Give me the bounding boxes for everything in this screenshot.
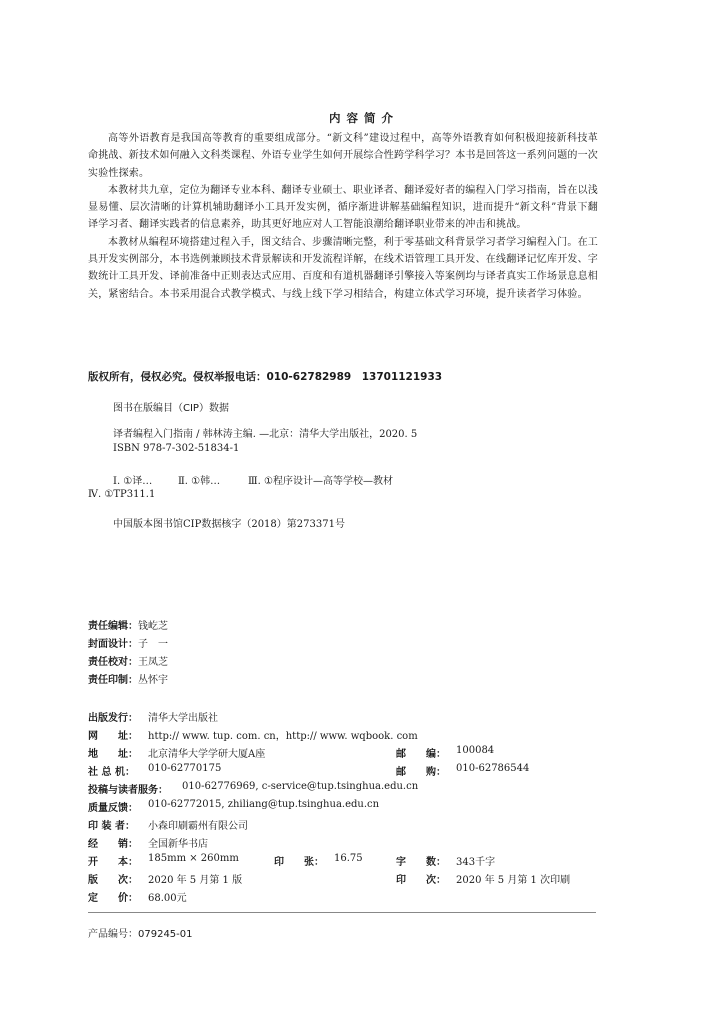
info-printing-label: 印 次： [396,875,446,886]
info-price-value: 68.00元 [148,893,187,904]
cip-class-1: Ⅰ. ①译… [113,476,153,487]
staff-cover-design-label: 封面设计： [88,639,138,650]
info-website-label: 网 址： [88,731,138,742]
info-words-value: 343千字 [456,857,496,868]
staff-print-supervisor-label: 责任印制： [88,675,138,686]
info-publisher-value: 清华大学出版社 [148,713,218,724]
info-mailorder-value: 010-62786544 [456,763,530,774]
product-code: 产品编号：079245-01 [88,929,193,940]
info-quality-feedback-value: 010-62772015, zhiliang@tup.tsinghua.edu.cn [148,799,380,810]
staff-cover-design-value: 子 一 [138,639,168,650]
cip-isbn: ISBN 978-7-302-51834-1 [113,443,240,454]
info-distributor [88,835,608,849]
info-publisher-label: 出版发行： [88,713,138,724]
info-switchboard-label: 社 总 机： [88,767,135,778]
info-postcode-label: 邮 编： [396,749,446,760]
info-printing-value: 2020 年 5 月第 1 次印刷 [456,875,571,886]
staff-editor [88,617,168,632]
info-price-label: 定 价： [88,893,138,904]
info-printer-value: 小森印刷霸州有限公司 [148,821,248,832]
info-switchboard [88,763,608,777]
info-edition-value: 2020 年 5 月第 1 版 [148,875,243,886]
staff-editor-value: 钱屹芝 [138,621,168,632]
cip-class-2: Ⅱ. ①韩… [178,476,221,487]
cip-title-line: 译者编程入门指南 / 韩林涛主编. —北京：清华大学出版社，2020. 5 [113,429,418,440]
info-price [88,889,608,903]
info-format-label: 开 本： [88,857,138,868]
staff-proofreader-label: 责任校对： [88,657,138,668]
info-words-label: 字 数： [396,857,446,868]
info-sheets-label: 印 张： [274,857,324,868]
info-printer [88,817,608,831]
copyright-notice: 版权所有，侵权必究。侵权举报电话：010-62782989 13701121933 [88,371,443,383]
summary-paragraph-2: 本教材共九章，定位为翻译专业本科、翻译专业硕士、职业译者、翻译爱好者的编程入门学习指南，旨在以浅显易懂、层次清晰的计算机辅助翻译小工具开发实例，循序渐进讲解基础编程知识，进而提升“新文科”背景下翻译学习者、翻译实践者的信息素养，助其更好地应对人工智能浪潮给翻译职业带来的冲击和挑战。 [88,184,598,231]
info-reader-service-value: 010-62776969, c-service@tup.tsinghua.edu.cn [182,781,419,792]
summary-body [88,130,598,303]
info-distributor-value: 全国新华书店 [148,839,208,850]
info-website-value: http:// www. tup. com. cn，http:// www. wqbook. com [148,731,418,742]
info-address-value: 北京清华大学学研大厦A座 [148,749,266,760]
cip-heading: 图书在版编目（CIP）数据 [113,403,229,414]
info-quality-feedback [88,799,608,813]
info-quality-feedback-label: 质量反馈： [88,803,138,814]
info-website [88,727,608,741]
info-distributor-label: 经 销： [88,839,138,850]
staff-proofreader-value: 王凤芝 [138,657,168,668]
staff-print-supervisor [88,671,168,686]
info-mailorder-label: 邮 购： [396,767,446,778]
staff-editor-label: 责任编辑： [88,621,138,632]
info-edition-label: 版 次： [88,875,138,886]
staff-cover-design [88,635,168,650]
info-edition [88,871,608,885]
info-reader-service-label: 投稿与读者服务： [88,785,168,796]
info-printer-label: 印 装 者： [88,821,135,832]
info-address-label: 地 址： [88,749,138,760]
staff-print-supervisor-value: 丛怀宇 [138,675,168,686]
info-postcode-value: 100084 [456,745,495,756]
info-reader-service [88,781,608,795]
cip-class-3: Ⅲ. ①程序设计—高等学校—教材 [248,476,393,487]
info-sheets-value: 16.75 [334,853,363,864]
bottom-divider [88,912,596,913]
info-format [88,853,608,867]
info-publisher [88,709,608,723]
info-switchboard-value: 010-62770175 [148,763,222,774]
cip-class-4: Ⅳ. ①TP311.1 [88,489,156,500]
staff-proofreader [88,653,168,668]
info-format-value: 185mm × 260mm [148,853,239,864]
summary-paragraph-1: 高等外语教育是我国高等教育的重要组成部分。“新文科”建设过程中，高等外语教育如何积极迎接新科技革命挑战、新技术如何融入文科类课程、外语专业学生如何开展综合性跨学科学习？本书是回答这一系列问题的一次实验性探索。 [88,133,598,179]
summary-paragraph-3: 本教材从编程环境搭建过程入手，图文结合、步骤清晰完整，利于零基础文科背景学习者学习编程入门。在工具开发实例部分，本书选例兼顾技术背景解读和开发流程详解，在线术语管理工具开发、在线翻译记忆库开发、字数统计工具开发、译前准备中正则表达式应用、百度和有道机器翻译引擎接入等案例均与译者真实工作场景息息相关，紧密结合。本书采用混合式教学模式、与线上线下学习相结合，构建立体式学习环境，提升读者学习体验。 [88,236,598,300]
info-address [88,745,608,759]
cip-record-number: 中国版本图书馆CIP数据核字（2018）第273371号 [113,519,345,530]
summary-title: 内容简介 [329,111,399,125]
